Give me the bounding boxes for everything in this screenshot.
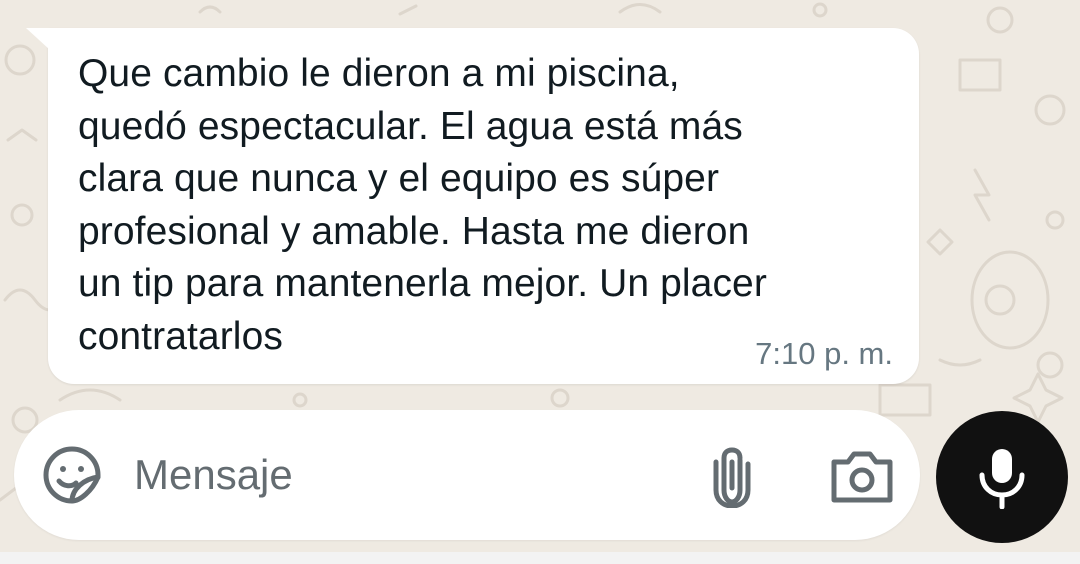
paperclip-icon[interactable] — [708, 444, 756, 508]
camera-icon[interactable] — [830, 448, 894, 504]
microphone-icon — [974, 447, 1030, 509]
voice-message-button[interactable] — [936, 411, 1068, 543]
incoming-message-bubble[interactable] — [48, 28, 919, 384]
message-timestamp: 7:10 p. m. — [755, 336, 893, 371]
emoji-sticker-icon[interactable] — [42, 445, 102, 505]
message-text: Que cambio le dieron a mi piscina, quedó espectacular. El agua está más clara que nunca y el equipo es súper profesional y amable. Hasta me dieron un tip para mantenerla mejor. Un placer contratarlos — [78, 52, 767, 358]
bubble-tail — [26, 28, 50, 52]
bottom-edge — [0, 552, 1080, 564]
message-composer — [14, 410, 920, 540]
message-input[interactable] — [134, 440, 674, 510]
